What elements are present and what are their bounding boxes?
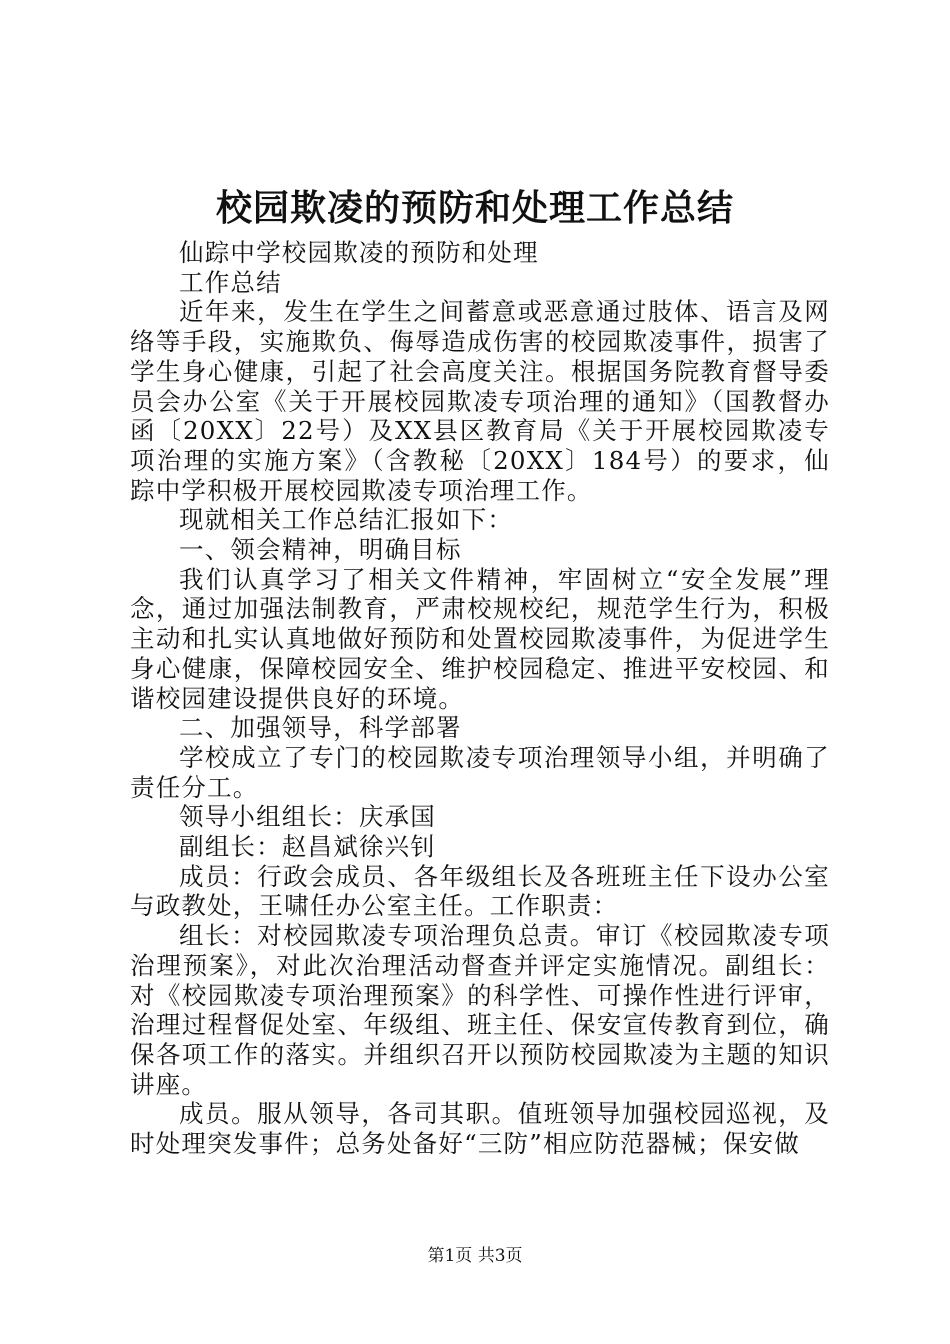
document-title: 校园欺凌的预防和处理工作总结 xyxy=(215,187,734,229)
paragraph-leader-duties: 组长：对校园欺凌专项治理负总责。审订《校园欺凌专项治理预案》，对此次治理活动督查并评定实施情况。副组长：对《校园欺凌专项治理预案》的科学性、可操作性进行评审，治理过程督促处室、年级组、班主任、保安宣传教育到位，确保各项工作的落实。并组织召开以预防校园欺凌为主题的知识讲座。 xyxy=(130,921,830,1099)
paragraph-deputy-leaders: 副组长：赵昌斌徐兴钊 xyxy=(179,832,436,862)
page-footer: 第1页 共3页 xyxy=(427,1246,523,1266)
paragraph-summary-heading: 工作总结 xyxy=(179,267,282,297)
paragraph-member-duties: 成员。服从领导，各司其职。值班领导加强校园巡视，及时处理突发事件；总务处备好“三防”相应防范器械；保安做 xyxy=(130,1099,830,1159)
paragraph-report-intro: 现就相关工作总结汇报如下： xyxy=(179,505,514,535)
section-heading-2: 二、加强领导，科学部署 xyxy=(179,713,462,743)
paragraph-section-1: 我们认真学习了相关文件精神，牢固树立“安全发展”理念，通过加强法制教育，严肃校规校纪，规范学生行为，积极主动和扎实认真地做好预防和处置校园欺凌事件，为促进学生身心健康，保障校园安全、维护校园稳定、推进平安校园、和谐校园建设提供良好的环境。 xyxy=(130,564,830,713)
paragraph-section-2: 学校成立了专门的校园欺凌专项治理领导小组，并明确了责任分工。 xyxy=(130,742,830,802)
document-body xyxy=(130,238,830,1159)
paragraph-school-heading: 仙踪中学校园欺凌的预防和处理 xyxy=(179,238,539,267)
paragraph-members: 成员：行政会成员、各年级组长及各班班主任下设办公室与政教处，王啸任办公室主任。工作职责： xyxy=(130,861,830,921)
paragraph-group-leader: 领导小组组长：庆承国 xyxy=(179,802,436,832)
section-heading-1: 一、领会精神，明确目标 xyxy=(179,535,462,565)
paragraph-background: 近年来，发生在学生之间蓄意或恶意通过肢体、语言及网络等手段，实施欺负、侮辱造成伤害的校园欺凌事件，损害了学生身心健康，引起了社会高度关注。根据国务院教育督导委员会办公室《关于开展校园欺凌专项治理的通知》（国教督办函〔20XX〕22号）及XX县区教育局《关于开展校园欺凌专项治理的实施方案》（含教秘〔20XX〕184号）的要求，仙踪中学积极开展校园欺凌专项治理工作。 xyxy=(130,297,830,505)
